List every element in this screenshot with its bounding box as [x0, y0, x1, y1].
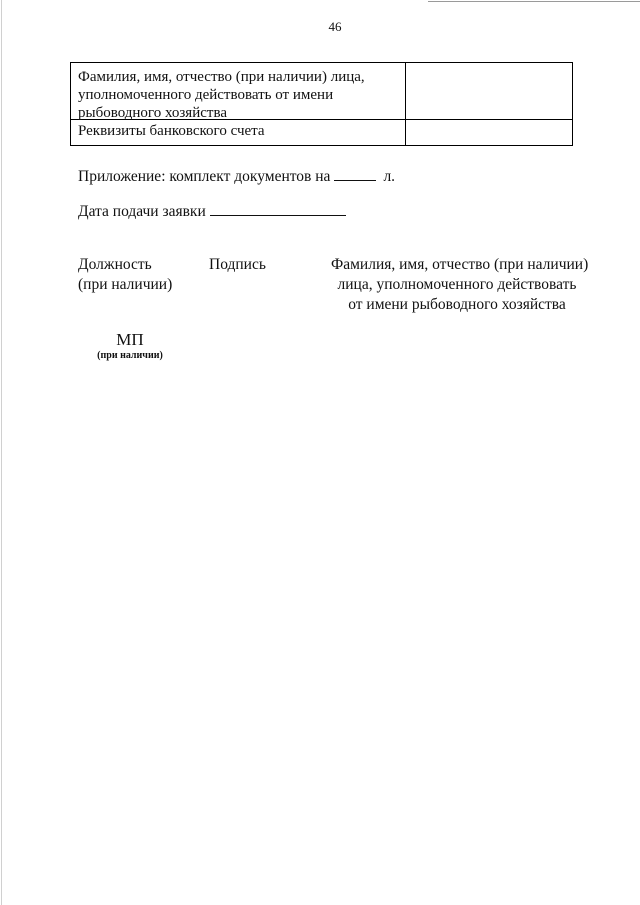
table-cell-value [406, 120, 572, 145]
attachment-line [78, 167, 395, 187]
submission-date-line [78, 202, 346, 222]
position-line: (при наличии) [78, 276, 173, 293]
table-row-authorized-person [71, 63, 572, 119]
label-line: уполномоченного действовать от имени [78, 87, 334, 103]
signature-name [331, 255, 589, 315]
name-line: от имени рыбоводного хозяйства [348, 296, 566, 313]
page-number: 46 [328, 19, 342, 34]
info-table [70, 62, 573, 146]
table-cell-label [71, 63, 406, 119]
position-line: Должность [78, 256, 152, 273]
table-cell-label [71, 120, 406, 145]
label-line: Реквизиты банковского счета [78, 123, 265, 139]
submission-date-blank [210, 214, 346, 216]
label-line: рыбоводного хозяйства [78, 105, 227, 121]
attachment-label: Приложение: комплект документов на [78, 168, 331, 185]
attachment-pages-blank [334, 179, 376, 181]
signature-position [78, 255, 172, 295]
name-line: лица, уполномоченного действовать [337, 276, 577, 293]
scan-edge-left [1, 0, 2, 905]
stamp-label: МП [116, 330, 144, 349]
signature-label: Подпись [209, 256, 266, 273]
scan-edge-top [428, 1, 640, 2]
stamp-placeholder [92, 330, 168, 362]
name-line: Фамилия, имя, отчество (при наличии) [331, 256, 589, 273]
submission-date-label: Дата подачи заявки [78, 203, 206, 220]
table-cell-value [406, 63, 572, 119]
stamp-note: (при наличии) [97, 350, 163, 361]
table-row-bank-details [71, 119, 572, 145]
attachment-suffix: л. [383, 168, 396, 185]
label-line: Фамилия, имя, отчество (при наличии) лица, [78, 69, 365, 85]
